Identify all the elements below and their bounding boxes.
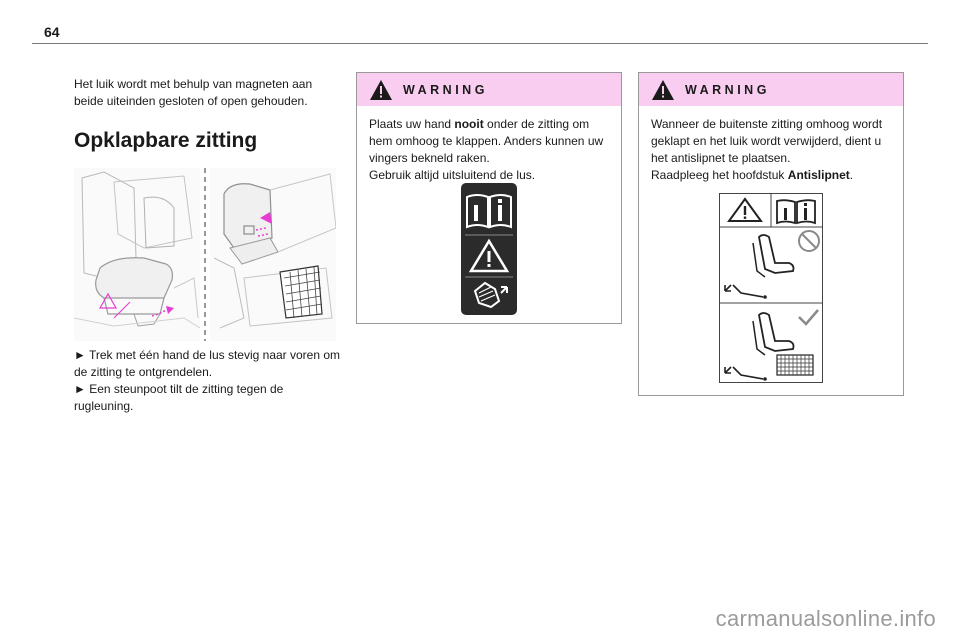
warning-box-hand	[356, 72, 622, 324]
warning-box-antislip	[638, 72, 904, 396]
net-illustration	[777, 355, 813, 375]
column-left	[74, 76, 344, 180]
page-number: 64	[44, 24, 60, 40]
warning-text	[639, 106, 903, 184]
net-illustration	[280, 266, 322, 318]
warning-paragraph-1: Wanneer de buitenste zitting omhoog wordt geklapt en het luik wordt verwijderd, dient u het antislipnet te plaatsen.	[651, 117, 883, 165]
warning-pictogram-panel	[461, 183, 517, 315]
section-title: Opklapbare zitting	[74, 129, 258, 152]
seat-folding-illustration	[74, 168, 336, 341]
warning-triangle-icon	[369, 79, 393, 101]
warning-header	[357, 73, 621, 106]
warning-paragraph-2: Raadpleeg het hoofdstuk Antislipnet.	[651, 168, 854, 182]
warning-text	[357, 106, 621, 184]
warning-paragraph-2: Gebruik altijd uitsluitend de lus.	[369, 168, 536, 182]
steps-list	[74, 347, 344, 415]
warning-header	[639, 73, 903, 106]
header-rule	[32, 43, 928, 44]
right-panel-image	[210, 168, 336, 341]
warning-title: WARNING	[685, 82, 770, 97]
warning-triangle-icon	[651, 79, 675, 101]
warning-paragraph-1: Plaats uw hand nooit onder de zitting om hem omhoog te klappen. Anders kunnen uw vingers bekneld raken.	[369, 117, 604, 165]
step-2: ► Een steunpoot tilt de zitting tegen de rugleuning.	[74, 382, 284, 413]
intro-text: Het luik wordt met behulp van magneten aan beide uiteinden gesloten of open gehouden.	[74, 77, 313, 108]
left-panel-image	[74, 168, 200, 341]
watermark: carmanualsonline.info	[715, 606, 936, 631]
step-1: ► Trek met één hand de lus stevig naar voren om de zitting te ontgrendelen.	[74, 348, 341, 379]
warning-title: WARNING	[403, 82, 488, 97]
antislip-pictogram-panel	[719, 193, 823, 383]
